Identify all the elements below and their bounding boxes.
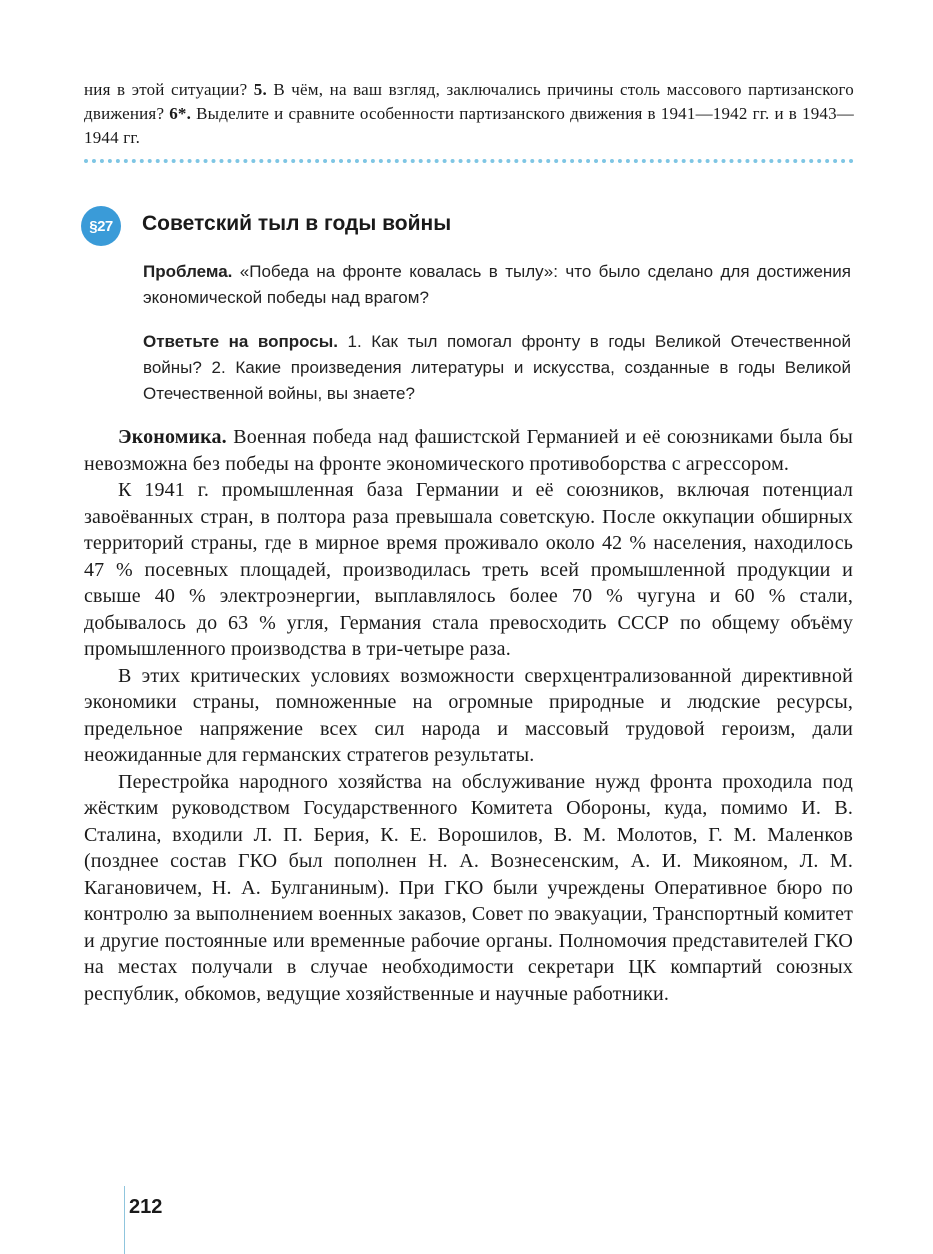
section-divider: [84, 159, 854, 163]
paragraph: К 1941 г. промышленная база Германии и её союзников, включая потенциал завоёванных стран, в полтора раза превышала советскую. После оккупации обширных территорий страны, где в мирное время проживало около 42 % населения, находилось 47 % посевных площадей, производилась треть всей промышленной продукции и свыше 40 % электроэнергии, выплавлялось более 70 % чугуна и 60 % стали, добывалось до 63 % угля, Германия стала превосходить СССР по общему объёму промышленного производства в три-четыре раза.: [84, 479, 853, 660]
questions-label: Ответьте на вопросы.: [143, 332, 338, 351]
question-text: ния в этой ситуации?: [84, 80, 254, 99]
body-text: [84, 424, 853, 1007]
question-number-5: 5.: [253, 80, 267, 99]
problem-text: «Победа на фронте ковалась в тылу»: что было сделано для достижения экономической победы над врагом?: [143, 262, 851, 307]
question-text: В чём, на ваш взгляд, заключались причины столь массового партизанского движения?: [84, 80, 854, 123]
questions-block: [143, 329, 851, 407]
paragraph-heading: Экономика.: [118, 426, 227, 448]
paragraph: В этих критических условиях возможности сверхцентрализованной директивной экономики страны, помноженные на огромные природные и людские ресурсы, предельное напряжение всех сил народа и массовый трудовой героизм, дали неожиданные для германских стратегов результаты.: [84, 664, 853, 766]
section-number-badge: §27: [81, 206, 121, 246]
page-number: 212: [129, 1196, 163, 1218]
problem-block: [143, 259, 851, 311]
question-number-6: 6*.: [169, 104, 192, 123]
problem-label: Проблема.: [143, 262, 233, 281]
question-text: Выделите и сравните особенности партизанского движения в 1941—1942 гг. и в 1943—1944 гг.: [84, 104, 854, 147]
paragraph: Экономика. Военная победа над фашистской Германией и её союзниками была бы невозможна без победы на фронте экономического противоборства с агрессором.: [84, 426, 853, 475]
previous-questions: [84, 78, 854, 150]
section-title: Советский тыл в годы войны: [142, 212, 452, 235]
questions-text: 1. Как тыл помогал фронту в годы Великой Отечественной войны? 2. Какие произведения литературы и искусства, созданные в годы Великой Отечественной войны, вы знаете?: [143, 332, 851, 403]
paragraph: Перестройка народного хозяйства на обслуживание нужд фронта проходила под жёстким руководством Государственного Комитета Обороны, куда, помимо И. В. Сталина, входили Л. П. Берия, К. Е. Ворошилов, В. М. Молотов, Г. М. Маленков (позднее состав ГКО был пополнен Н. А. Вознесенским, А. И. Микояном, Л. М. Кагановичем, Н. А. Булганиным). При ГКО были учреждены Оперативное бюро по контролю за выполнением военных заказов, Совет по эвакуации, Транспортный комитет и другие постоянные или временные рабочие органы. Полномочия представителей ГКО на местах получали в случае необходимости секретари ЦК компартий союзных республик, обкомов, ведущие хозяйственные и научные работники.: [84, 770, 853, 1005]
page-margin-line: [124, 1186, 125, 1254]
